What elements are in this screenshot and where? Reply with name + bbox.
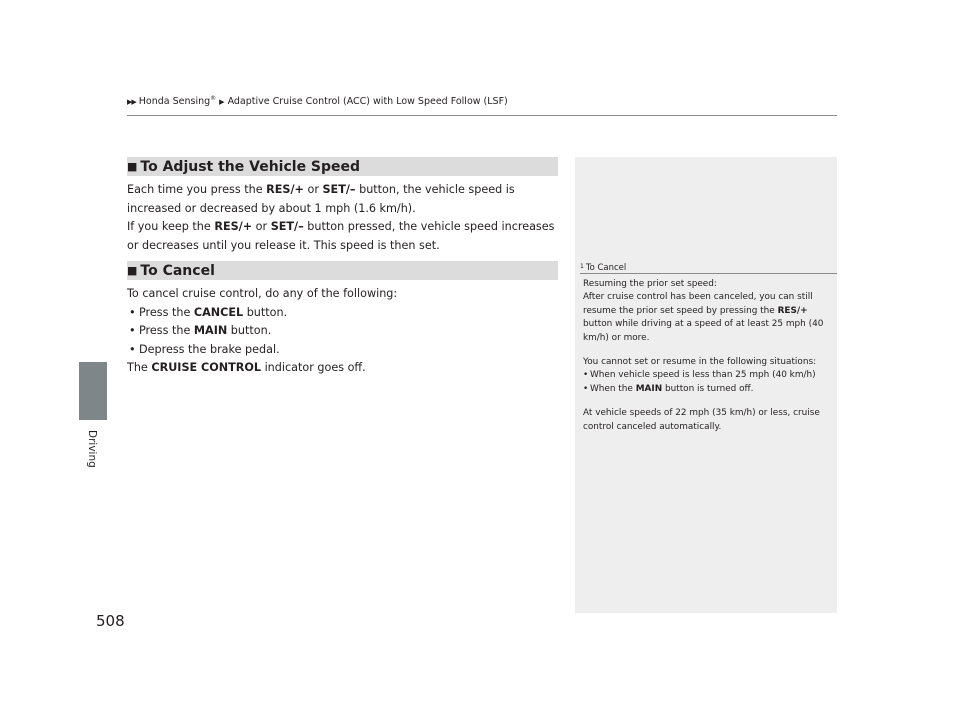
list-item: • When the MAIN button is turned off. [583,383,833,396]
spacer [583,345,833,356]
adjust-paragraph-2: If you keep the RES/+ or SET/– button pressed, the vehicle speed increases or decreases until you release it. This speed is then set. [127,220,555,252]
sidebar-note-heading [580,262,837,274]
note-resume-text: After cruise control has been canceled, you can still resume the prior set speed by pressing the RES/+ button while driving at a speed of at least 25 mph (40 km/h) or more. [583,292,824,343]
reference-marker-icon: 1 [580,263,584,270]
sidebar-note-body [583,278,833,434]
breadcrumb-part-acc: Adaptive Cruise Control (ACC) with Low Speed Follow (LSF) [227,96,508,108]
list-item: • When vehicle speed is less than 25 mph (40 km/h) [583,369,833,382]
breadcrumb-part-honda-sensing: Honda Sensing [138,96,211,108]
section-heading-cancel [127,261,558,280]
main-button-name: MAIN [635,383,663,394]
cancel-intro: To cancel cruise control, do any of the following: [127,287,398,300]
main-button-name: MAIN [193,324,228,338]
section-heading-text: To Cancel [140,263,215,279]
page-number: 508 [96,612,125,630]
section-heading-text: To Adjust the Vehicle Speed [140,159,361,175]
section-square-icon: ■ [127,264,138,277]
section-square-icon: ■ [127,160,138,173]
registered-mark: ® [210,95,217,102]
cancel-outro: The CRUISE CONTROL indicator goes off. [127,361,366,375]
list-item: • Depress the brake pedal. [127,341,558,360]
cruise-control-indicator-name: CRUISE CONTROL [151,361,262,375]
breadcrumb-separator-icon: ▶ [219,98,225,107]
list-item: • Press the CANCEL button. [127,304,558,323]
note-situations-list [583,369,833,396]
res-button-name: RES [777,305,797,316]
adjust-paragraph-1: Each time you press the RES/+ or SET/– button, the vehicle speed is increased or decreased by about 1 mph (1.6 km/h). [127,183,515,215]
note-resume-heading: Resuming the prior set speed: [583,279,717,289]
note-situations-intro: You cannot set or resume in the following situations: [583,357,817,368]
res-button-name: RES [266,183,291,196]
sidebar-note-title: To Cancel [585,263,627,273]
chapter-tab [79,362,107,420]
cancel-body [127,285,558,378]
breadcrumb [127,95,508,107]
adjust-speed-body [127,181,558,255]
header-rule [127,115,837,116]
chapter-label [86,430,100,500]
chapter-label-text: Driving [86,430,98,468]
spacer [583,396,833,407]
breadcrumb-arrow-icon: ▶▶ [127,98,136,107]
set-button-name: SET [322,183,346,196]
list-item: • Press the MAIN button. [127,322,558,341]
note-auto-cancel: At vehicle speeds of 22 mph (35 km/h) or less, cruise control canceled automatically. [583,408,820,432]
res-button-name: RES [214,220,239,234]
section-heading-adjust-speed [127,157,558,176]
set-button-name: SET [270,220,295,234]
cancel-bullet-list [127,304,558,360]
cancel-button-name: CANCEL [193,305,244,319]
